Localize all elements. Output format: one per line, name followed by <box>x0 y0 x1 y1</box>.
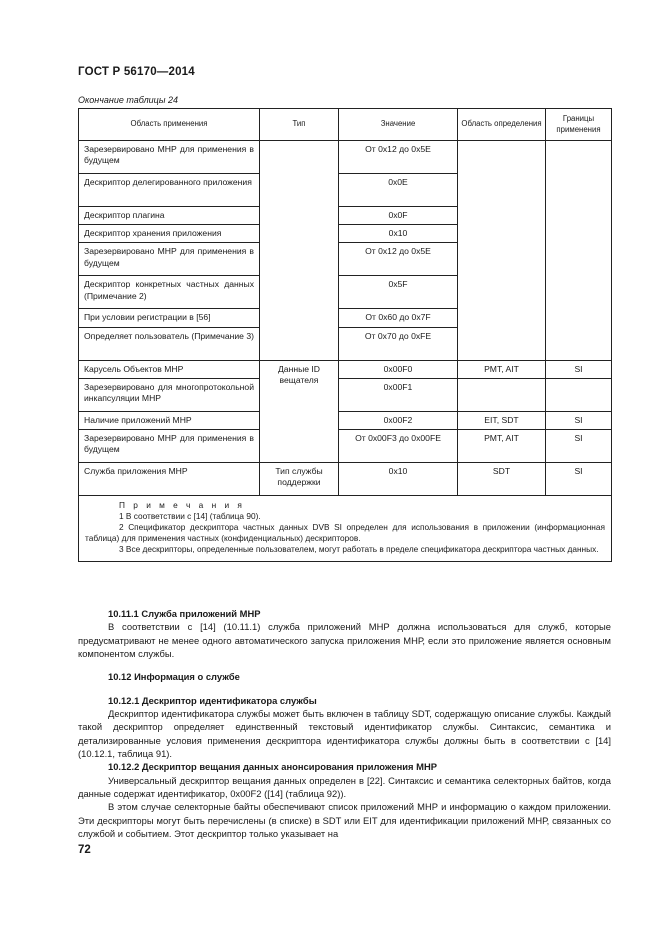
cell-area: При условии регистрации в [56] <box>79 309 260 327</box>
cell-scope: PMT, AIT <box>458 360 546 378</box>
cell-area: Дескриптор делегированного приложения <box>79 174 260 207</box>
table-row <box>79 429 612 462</box>
cell-value: 0x0F <box>339 207 458 225</box>
section-heading: 10.12.1 Дескриптор идентификатора службы <box>108 694 317 706</box>
table-notes-row <box>79 495 612 561</box>
table-row <box>79 360 612 378</box>
cell-value: 0x10 <box>339 225 458 243</box>
section-heading: 10.12 Информация о службе <box>108 671 240 683</box>
cell-area: Зарезервировано МНР для применения в будущем <box>79 429 260 462</box>
paragraph: В этом случае селекторные байты обеспечивают список приложений МНР и информацию о каждом приложении. Эти дескрипторы могут быть перечислены (в списке) в SDT или EIT для идентификации приложений МНР, связанных со службой и событием. Этот дескриптор только указывает на <box>78 801 611 840</box>
cell-scope-empty <box>458 141 546 361</box>
document-header: ГОСТ Р 56170—2014 <box>78 66 195 78</box>
table-row <box>79 141 612 174</box>
cell-value: 0x00F2 <box>339 411 458 429</box>
cell-area: Дескриптор плагина <box>79 207 260 225</box>
cell-limits: SI <box>546 411 612 429</box>
cell-area: Карусель Объектов МНР <box>79 360 260 378</box>
cell-area: Дескриптор конкретных частных данных (Примечание 2) <box>79 276 260 309</box>
paragraph: Универсальный дескриптор вещания данных определен в [22]. Синтаксис и семантика селекторных байтов, когда данные содержат идентификатор, 0x00F2 ([14] (таблица 92)). <box>78 774 611 800</box>
cell-scope: SDT <box>458 462 546 495</box>
cell-scope: EIT, SDT <box>458 411 546 429</box>
cell-value: От 0x00F3 до 0x00FE <box>339 429 458 462</box>
cell-value: От 0x12 до 0x5E <box>339 243 458 276</box>
table-caption: Окончание таблицы 24 <box>78 95 178 105</box>
cell-area: Дескриптор хранения приложения <box>79 225 260 243</box>
note-item: 2 Спецификатор дескриптора частных данных DVB SI определен для использования в приложении (информационная таблица) для применения частных (конфиденциальных) дескрипторов. <box>85 521 605 543</box>
section-heading: 10.12.2 Дескриптор вещания данных анонсирования приложения МНР <box>108 761 437 773</box>
cell-scope: PMT, AIT <box>458 429 546 462</box>
paragraph: Дескриптор идентификатора службы может быть включен в таблицу SDT, содержащую описание службы. Каждый такой дескриптор определяет единственный текстовый идентификатор службы. Синтаксис, семантика и детализированные условия применения дескриптора идентификатора службы должны быть в соответствии с [14] (10.12.1, таблица 91). <box>78 708 611 760</box>
cell-value: 0x10 <box>339 462 458 495</box>
paragraph: В соответствии с [14] (10.11.1) служба приложений МНР должна использоваться для служб, которые предусматривают не менее одного автоматического запуска приложения МНР, если это приложение является основным компонентом службы. <box>78 621 611 660</box>
cell-limits: SI <box>546 360 612 378</box>
cell-area: Зарезервировано МНР для применения в будущем <box>79 141 260 174</box>
cell-value: 0x5F <box>339 276 458 309</box>
table-row <box>79 462 612 495</box>
cell-limits: SI <box>546 462 612 495</box>
cell-type-empty <box>260 141 339 361</box>
table-row <box>79 411 612 429</box>
cell-limits <box>546 378 612 411</box>
cell-area: Определяет пользователь (Примечание 3) <box>79 327 260 360</box>
page-number: 72 <box>78 844 91 856</box>
table-row <box>79 378 612 411</box>
column-header: Область применения <box>79 109 260 141</box>
cell-scope <box>458 378 546 411</box>
cell-limits-empty <box>546 141 612 361</box>
cell-value: 0x0E <box>339 174 458 207</box>
table-header-row <box>79 109 612 141</box>
cell-limits: SI <box>546 429 612 462</box>
body-text <box>78 607 611 841</box>
cell-value: От 0x12 до 0x5E <box>339 141 458 174</box>
column-header: Тип <box>260 109 339 141</box>
cell-value: 0x00F1 <box>339 378 458 411</box>
note-item: 1 В соответствии с [14] (таблица 90). <box>119 510 261 521</box>
table-notes <box>79 495 612 561</box>
cell-area: Наличие приложений МНР <box>79 411 260 429</box>
column-header: Значение <box>339 109 458 141</box>
section-heading: 10.11.1 Служба приложений МНР <box>108 608 261 619</box>
cell-area: Зарезервировано для многопротокольной инкапсуляции МНР <box>79 378 260 411</box>
cell-type: Тип службы поддержки <box>260 462 339 495</box>
cell-value: От 0x60 до 0x7F <box>339 309 458 327</box>
cell-area: Служба приложения МНР <box>79 462 260 495</box>
cell-value: От 0x70 до 0xFE <box>339 327 458 360</box>
column-header: Границы применения <box>546 109 612 141</box>
column-header: Область определения <box>458 109 546 141</box>
note-item: 3 Все дескрипторы, определенные пользователем, могут работать в пределе спецификатора дескриптора частных данных. <box>119 543 599 554</box>
cell-value: 0x00F0 <box>339 360 458 378</box>
descriptor-table <box>78 108 612 562</box>
notes-title: П р и м е ч а н и я <box>119 499 245 510</box>
cell-area: Зарезервировано МНР для применения в будущем <box>79 243 260 276</box>
cell-type: Данные ID вещателя <box>260 360 339 462</box>
